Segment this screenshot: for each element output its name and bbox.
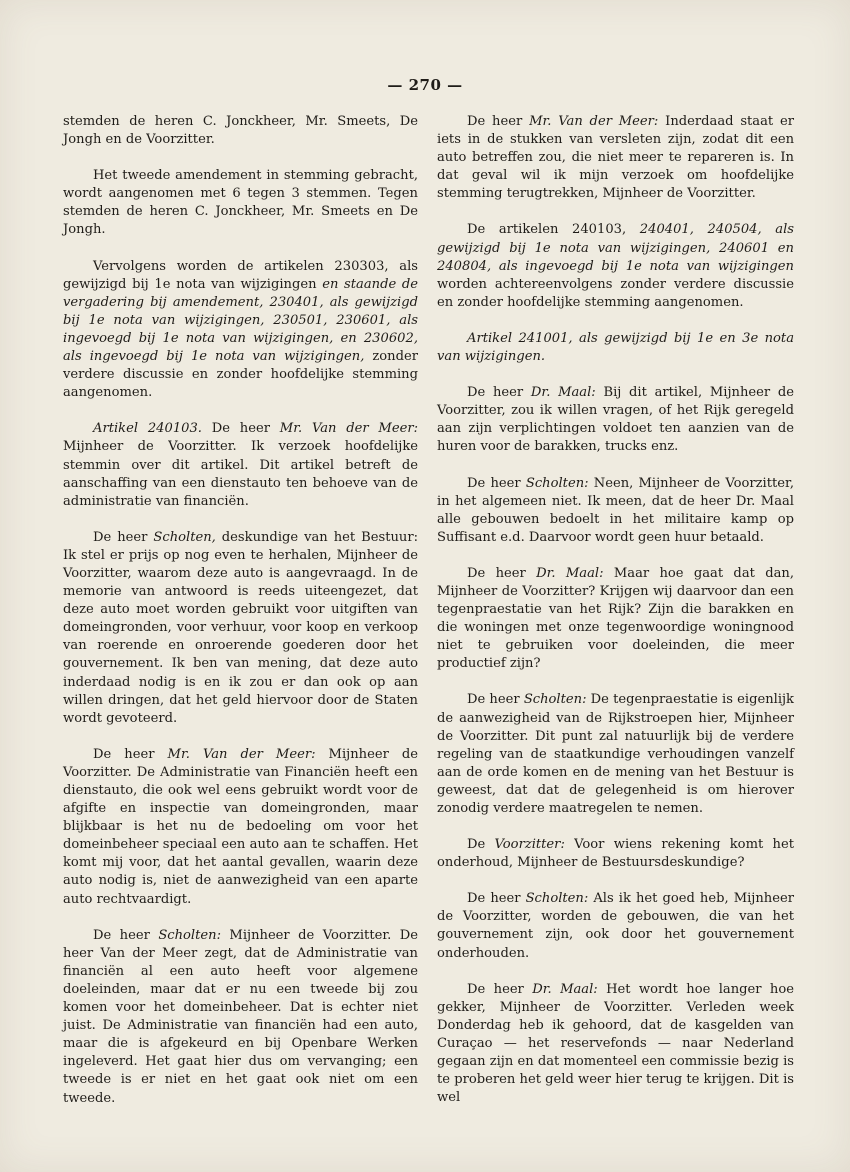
paragraph bbox=[437, 330, 794, 366]
italic-text: en staande de vergadering bij amendement, 230401, als gewijzigd bij 1e nota van wijzigingen, 230501, 230601, als ingevoegd bij 1e nota van wijzigingen, en 230602, als ingevoegd bij 1e nota van wijzigingen, bbox=[63, 276, 419, 365]
paragraph bbox=[437, 691, 794, 818]
left-column bbox=[63, 113, 418, 1126]
paragraph bbox=[63, 258, 418, 403]
italic-text: Dr. Maal: bbox=[532, 981, 598, 997]
paragraph bbox=[63, 746, 418, 909]
text-run: Voor wiens rekening komt het onderhoud, Mijnheer de Bestuursdeskundige? bbox=[437, 837, 794, 871]
text-run: Mijnheer de Voorzitter. De heer Van der Meer zegt, dat de Administratie van financiën al een auto heeft voor algemene doeleinden, maar dat er nu een tweede bij zou komen voor het domeinbeheer. Dat is echter niet juist. De Administratie van financiën had een auto, maar die is afgekeurd en bij Openbare Werken ingeleverd. Het gaat hier dus om vervanging; een tweede is er niet en het gaat ook niet om een tweede. bbox=[63, 927, 418, 1106]
paragraph: stemden de heren C. Jonckheer, Mr. Smeets, De Jongh en de Voorzitter. bbox=[63, 114, 418, 148]
italic-text: Mr. Van der Meer: bbox=[529, 114, 659, 129]
text-run: Maar hoe gaat dat dan, Mijnheer de Voorzitter? Krijgen wij daarvoor dan een tegenpraestatie van het Rijk? Zijn die barakken en die woningen met onze tegenwoordige woningnood niet te gebruiken voor doeleinden, die meer productief zijn? bbox=[437, 565, 794, 672]
text-run: De heer bbox=[467, 565, 537, 581]
paragraph bbox=[437, 890, 794, 962]
italic-text: Scholten: bbox=[523, 692, 587, 708]
italic-text: 240401, 240504, als gewijzigd bij 1e nota van wijzigingen, 240601 en 240804, als ingevoegd bij 1e nota van wijzigingen bbox=[437, 222, 794, 274]
italic-text: Voorzitter: bbox=[494, 837, 565, 853]
paragraph bbox=[437, 565, 794, 674]
paragraph bbox=[63, 420, 418, 510]
text-run: De heer bbox=[201, 421, 280, 437]
italic-text: Scholten, bbox=[153, 529, 216, 545]
text-run: De heer bbox=[467, 385, 531, 401]
italic-text: Mr. Van der Meer: bbox=[167, 746, 316, 762]
text-run: De tegenpraestatie is eigenlijk de aanwezigheid van de Rijkstroepen hier, Mijnheer de Voorzitter. Dit punt zal natuurlijk bij de verdere regeling van de staatkundige verhoudingen vanzelf aan de orde komen en de mening van het Bestuur is geweest, dat dat de gelegenheid is om hierover zonodig verdere maatregelen te nemen. bbox=[437, 692, 794, 816]
text-run: De heer bbox=[467, 475, 526, 491]
italic-text: Dr. Maal: bbox=[530, 385, 596, 401]
text-run: Het wordt hoe langer hoe gekker, Mijnheer de Voorzitter. Verleden week Donderdag heb ik gehoord, dat de kasgelden van Curaçao — het reservefonds — naar Nederland gegaan zijn en dat momenteel een commissie bezig is te proberen het geld weer hier terug te krijgen. Dit is wel bbox=[437, 981, 794, 1106]
paragraph bbox=[437, 384, 794, 456]
text-run: Mijnheer de Voorzitter. Ik verzoek hoofdelijke stemmin over dit artikel. Dit artikel betreft de aanschaffing van een dienstauto ten behoeve van de administratie van financiën. bbox=[63, 439, 418, 509]
text-run: Mijnheer de Voorzitter. De Administratie van Financiën heeft een dienstauto, die ook wel eens gebruikt wordt voor de afgifte en inspectie van domeingronden, maar blijkbaar is het nu de bedoeling om voor het domeinbeheer speciaal een auto aan te schaffen. Het komt mij voor, dat het aantal gevallen, waarin deze auto nodig is, niet de aanwezigheid van een aparte auto rechtvaardigt. bbox=[63, 746, 419, 907]
paragraph bbox=[63, 529, 418, 728]
italic-text: Artikel 241001, als gewijzigd bij 1e en 3e nota van wijzigingen. bbox=[437, 330, 794, 365]
text-run: Neen, Mijnheer de Voorzitter, in het algemeen niet. Ik meen, dat de heer Dr. Maal alle gebouwen bedoelt in het militaire kamp op Suffisant e.d. Daarvoor wordt geen huur betaald. bbox=[437, 475, 794, 545]
text-run: De heer bbox=[467, 981, 533, 997]
italic-text: Scholten: bbox=[525, 891, 589, 907]
text-run: zonder verdere discussie en zonder hoofdelijke stemming aangenomen. bbox=[63, 349, 418, 401]
italic-text: Dr. Maal: bbox=[536, 565, 604, 581]
paragraph bbox=[437, 981, 794, 1108]
page-number: — 270 — bbox=[387, 76, 463, 94]
text-run: De heer bbox=[93, 529, 154, 545]
text-run: De bbox=[467, 837, 495, 853]
paragraph bbox=[437, 475, 794, 547]
text-run: De heer bbox=[467, 114, 530, 129]
paragraph bbox=[63, 927, 418, 1108]
text-run: De heer bbox=[467, 891, 526, 907]
text-run: Vervolgens worden de artikelen 230303, als gewijzigd bij 1e nota van wijzigingen bbox=[63, 258, 418, 292]
text-run: De artikelen 240103, bbox=[467, 222, 640, 238]
paragraph bbox=[437, 221, 794, 311]
text-run: Bij dit artikel, Mijnheer de Voorzitter, zou ik willen vragen, of het Rijk geregeld aan zijn verplichtingen voldoet ten aanzien van de huren voor de barakken, trucks enz. bbox=[437, 385, 794, 455]
paragraph bbox=[437, 113, 794, 203]
right-column bbox=[437, 113, 794, 1125]
text-run: De heer bbox=[93, 746, 168, 762]
text-run: De heer bbox=[467, 692, 524, 708]
text-run: De heer bbox=[93, 927, 159, 943]
italic-text: Mr. Van der Meer: bbox=[279, 421, 418, 437]
italic-text: Artikel 240103. bbox=[93, 421, 202, 437]
text-run: worden achtereenvolgens zonder verdere discussie en zonder hoofdelijke stemming aangenomen. bbox=[437, 276, 794, 310]
text-run: Als ik het goed heb, Mijnheer de Voorzitter, worden de gebouwen, die van het gouvernement zijn, ook door het gouvernement onderhouden. bbox=[437, 891, 794, 961]
text-run: deskundige van het Bestuur: Ik stel er prijs op nog even te herhalen, Mijnheer de Voorzitter, waarom deze auto is aangevraagd. In de memorie van antwoord is reeds uiteengezet, dat deze auto moet worden gebruikt voor uitgiften van domeingronden, voor verhuur, voor koop en verkoop van roerende en onroerende goederen door het gouvernement. Ik ben van mening, dat deze auto inderdaad nodig is en ik zou er dan ook op aan willen dringen, dat het geld hiervoor door de Staten wordt gevoteerd. bbox=[63, 529, 419, 726]
text-run: Inderdaad staat er iets in de stukken van versleten zijn, zodat dit een auto betreffen zou, die niet meer te repareren is. In dat geval wil ik mijn verzoek om hoofdelijke stemming terugtrekken, Mijnheer de Voorzitter. bbox=[437, 114, 794, 202]
italic-text: Scholten: bbox=[158, 927, 221, 943]
paragraph bbox=[437, 836, 794, 872]
paragraph: Het tweede amendement in stemming gebracht, wordt aangenomen met 6 tegen 3 stemmen. Tegen stemden de heren C. Jonckheer, Mr. Smeets en De Jongh. bbox=[63, 168, 418, 238]
italic-text: Scholten: bbox=[525, 475, 589, 491]
